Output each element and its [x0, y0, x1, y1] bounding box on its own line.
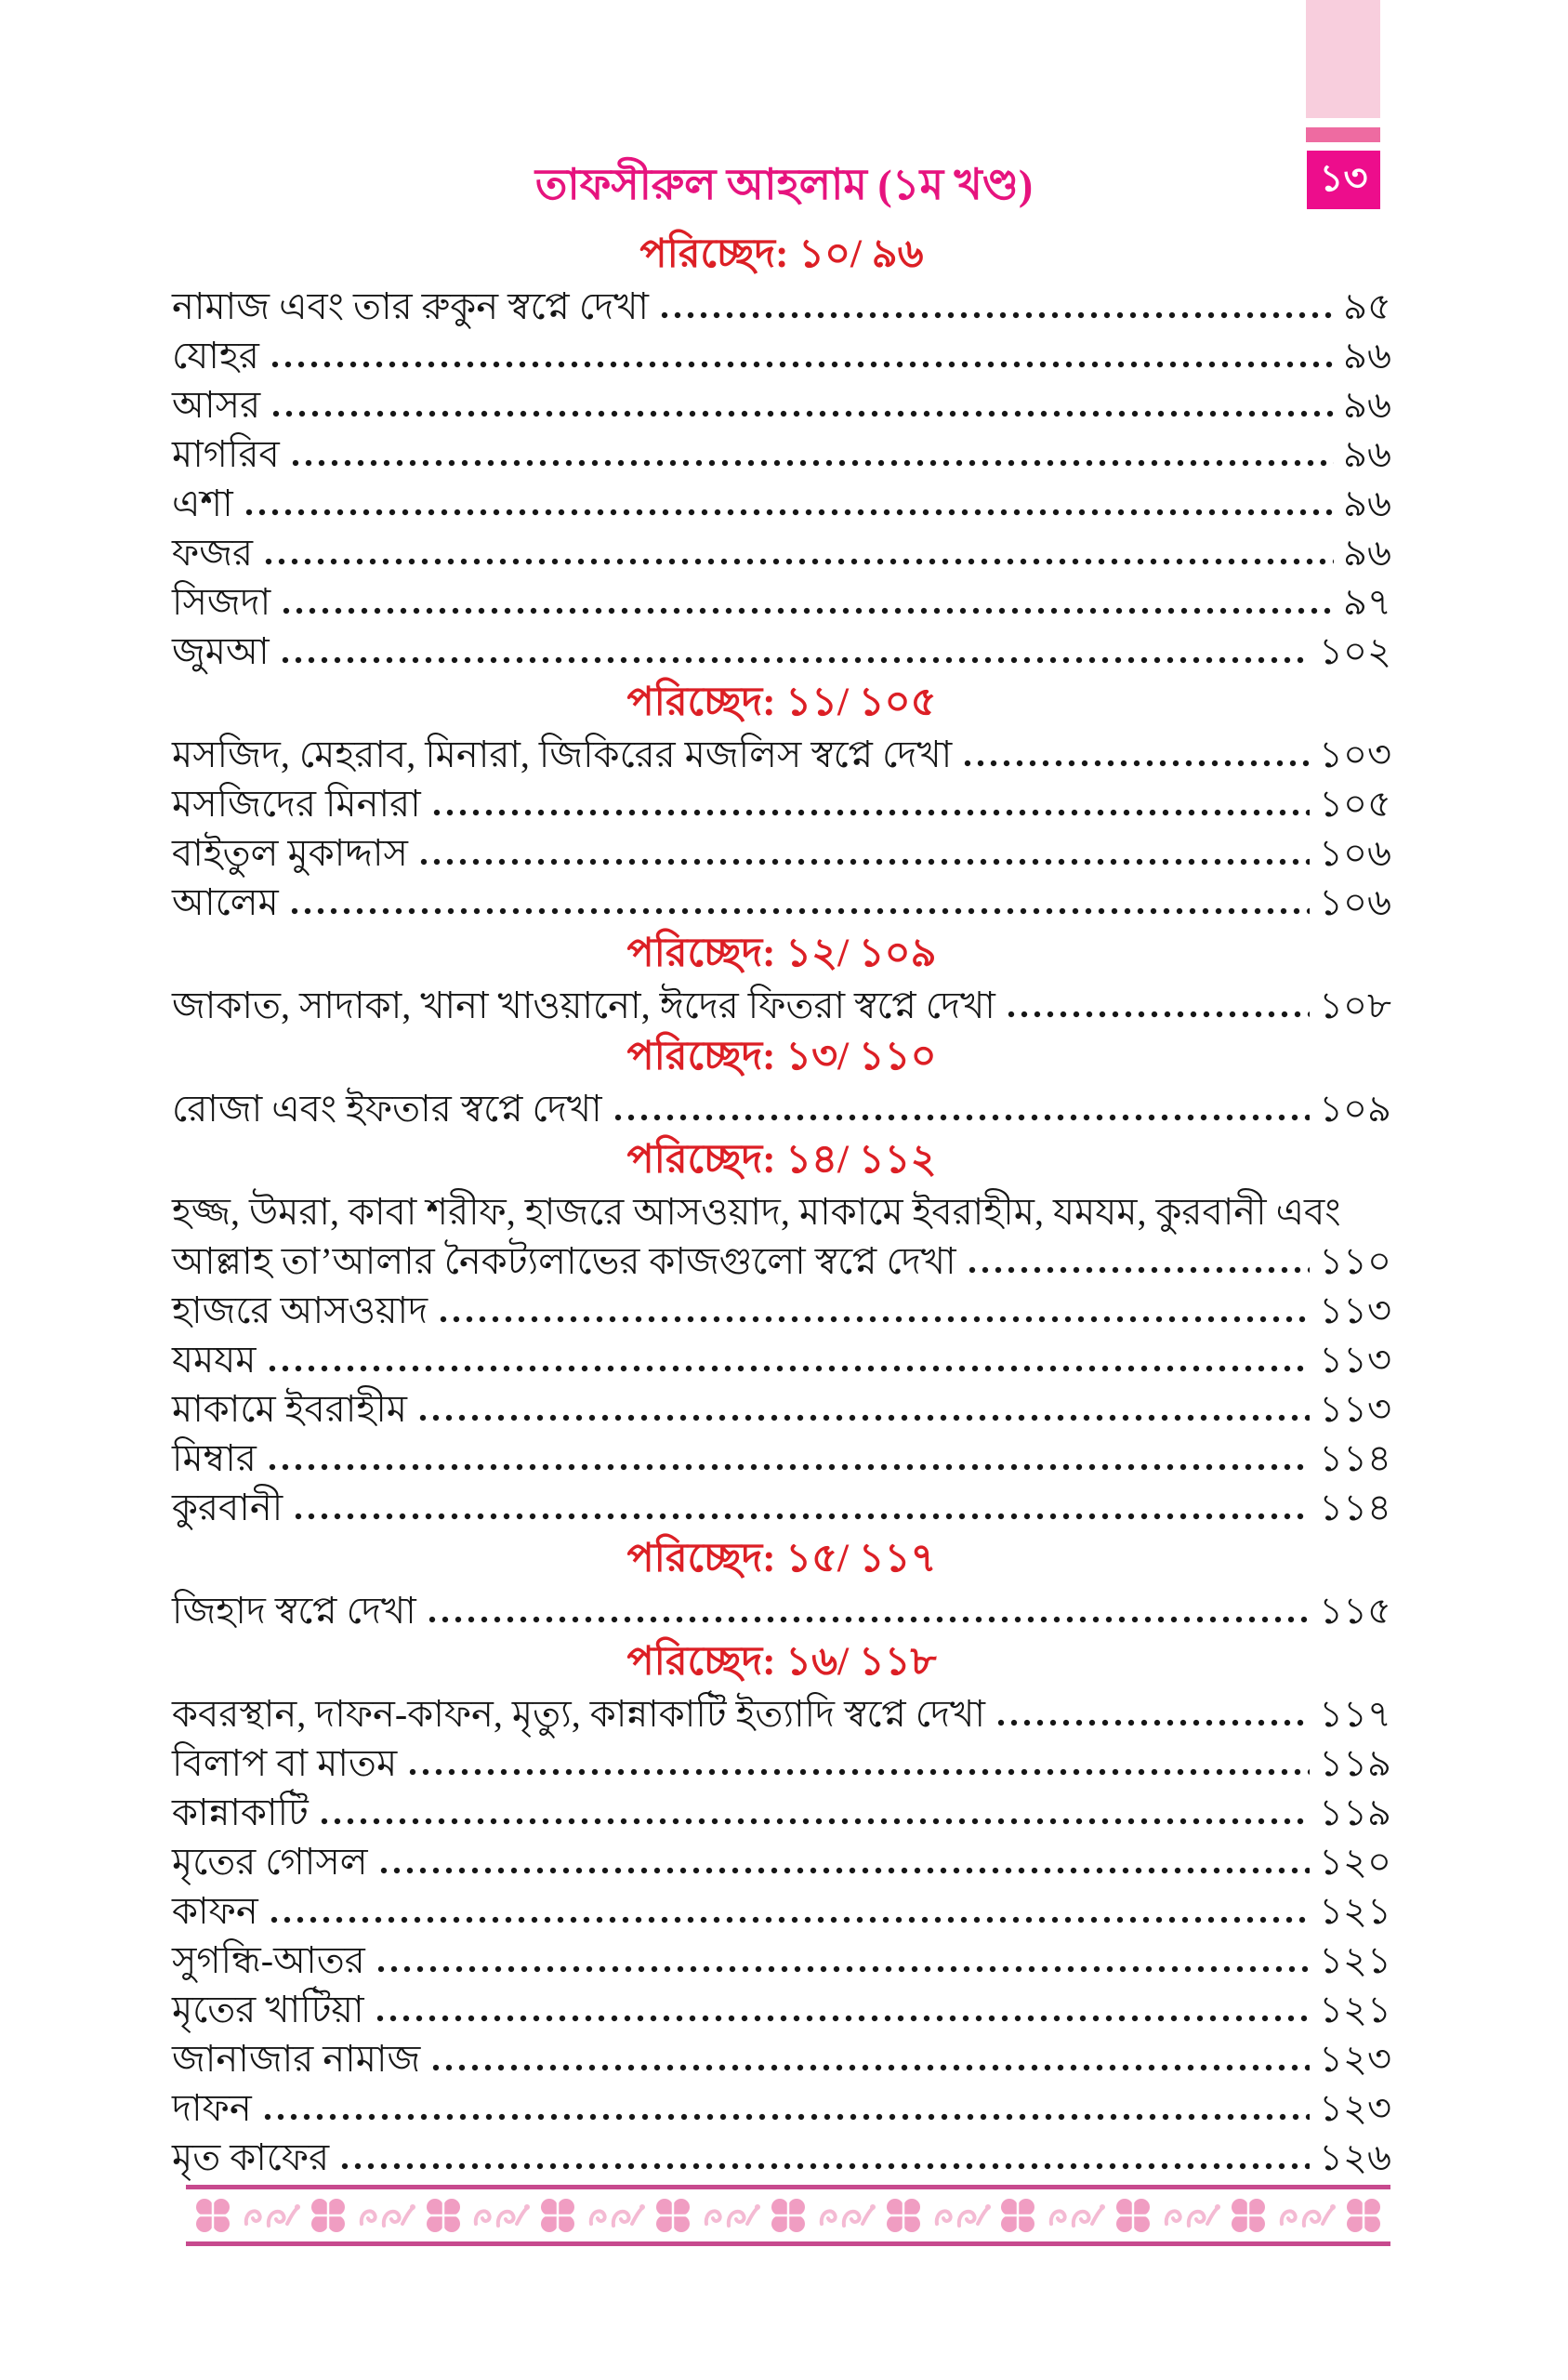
- toc-entry: [172, 380, 1391, 430]
- dotted-leader: [268, 1916, 1310, 1924]
- book-title: তাফসীরুল আহলাম (১ম খণ্ড): [534, 161, 1034, 208]
- toc-entry-title: জাকাত, সাদাকা, খানা খাওয়ানো, ঈদের ফিতরা স্বপ্নে দেখা: [172, 985, 995, 1026]
- toc-entry-title: এশা: [172, 483, 233, 524]
- toc-section-heading: পরিচ্ছেদ: ১৩/ ১১০: [626, 1035, 937, 1078]
- dotted-leader: [961, 760, 1310, 767]
- dotted-leader: [426, 1616, 1310, 1623]
- toc-entry-title: কাফন: [172, 1890, 258, 1932]
- dotted-leader: [377, 1867, 1310, 1874]
- dotted-leader: [966, 1266, 1310, 1274]
- toc-entry: [172, 430, 1391, 479]
- toc-entry-title: সুগন্ধি-আতর: [172, 1939, 365, 1981]
- toc-entry-page: ১১৩: [1319, 1289, 1391, 1331]
- dotted-leader: [375, 1965, 1310, 1973]
- dotted-leader: [261, 2113, 1310, 2121]
- toc-entry-page: ১২১: [1319, 1939, 1391, 1981]
- toc-entry-page: ১১৫: [1319, 1590, 1391, 1632]
- dotted-leader: [289, 459, 1334, 467]
- toc-entry: [172, 1483, 1391, 1532]
- dotted-leader: [270, 410, 1334, 417]
- toc-entry-page: ১১৯: [1319, 1792, 1391, 1833]
- toc-entry: [172, 730, 1391, 779]
- dotted-leader: [266, 1365, 1311, 1372]
- toc-entry-page: ১০৯: [1319, 1088, 1391, 1130]
- flower-icon: [1113, 2196, 1153, 2235]
- dotted-leader: [417, 858, 1310, 866]
- toc-entry-title: মিম্বার: [172, 1437, 257, 1479]
- toc-entry: [172, 528, 1391, 577]
- toc-entry-title: কুরবানী: [172, 1487, 283, 1528]
- toc-entry-page: ১০২: [1319, 630, 1391, 672]
- footer-ornament-band: [186, 2185, 1390, 2246]
- flower-icon: [538, 2196, 577, 2235]
- flower-icon: [309, 2196, 348, 2235]
- toc-entry-page: ৯৬: [1343, 483, 1391, 524]
- toc-entry-page: ১২৬: [1319, 2136, 1391, 2178]
- toc-entry-page: ১২০: [1319, 1841, 1391, 1883]
- swirl-icon: [241, 2200, 300, 2231]
- toc-section-heading: পরিচ্ছেদ: ১৪/ ১১২: [626, 1138, 937, 1182]
- swirl-icon: [1046, 2200, 1105, 2231]
- toc-entry: [172, 2083, 1391, 2133]
- page-number: ১৩: [1319, 157, 1368, 199]
- dotted-leader: [430, 809, 1310, 816]
- toc-entry-page: ১২১: [1319, 1989, 1391, 2030]
- dotted-leader: [995, 1719, 1310, 1726]
- toc-section-heading: পরিচ্ছেদ: ১০/ ৯৬: [639, 232, 924, 276]
- dotted-leader: [288, 907, 1310, 915]
- corner-pink-stripe: [1306, 127, 1380, 142]
- toc-entry-title: আল্লাহ তা’আলার নৈকট্যলাভের কাজগুলো স্বপ্নে দেখা: [172, 1240, 956, 1282]
- flower-icon: [884, 2196, 923, 2235]
- dotted-leader: [266, 1463, 1310, 1471]
- dotted-leader: [429, 2064, 1310, 2071]
- toc-entry-page: ১১৩: [1319, 1339, 1391, 1381]
- corner-light-pink-block: [1306, 0, 1380, 118]
- toc-entry-title: মসজিদের মিনারা: [172, 783, 421, 825]
- dotted-leader: [269, 361, 1334, 368]
- flower-icon: [998, 2196, 1037, 2235]
- toc-entry: [172, 1586, 1391, 1635]
- toc-entry: [172, 1236, 1391, 1286]
- toc-entry: [172, 779, 1391, 828]
- toc-entry: [172, 331, 1391, 380]
- toc-entry: [172, 828, 1391, 878]
- swirl-icon: [816, 2200, 876, 2231]
- toc-entry-title: দাফন: [172, 2087, 252, 2129]
- dotted-leader: [374, 2015, 1311, 2022]
- dotted-leader: [318, 1818, 1310, 1825]
- toc-entry-title: রোজা এবং ইফতার স্বপ্নে দেখা: [172, 1088, 602, 1130]
- swirl-icon: [586, 2200, 645, 2231]
- flower-icon: [1229, 2196, 1268, 2235]
- flower-icon: [653, 2196, 692, 2235]
- toc-entry-page: ১২৩: [1319, 2038, 1391, 2080]
- toc-entry-title: মৃত কাফের: [172, 2136, 330, 2178]
- toc-entry-page: ১২৩: [1319, 2087, 1391, 2129]
- toc-entry: [172, 2133, 1391, 2182]
- toc-entry: [172, 1384, 1391, 1434]
- toc-entry-title: আলেম: [172, 881, 279, 923]
- toc-entry: [172, 1286, 1391, 1335]
- toc-entry-page: ৯৬: [1343, 335, 1391, 377]
- toc-entry: [172, 878, 1391, 927]
- toc-entry-title: জিহাদ স্বপ্নে দেখা: [172, 1590, 416, 1632]
- toc-entry-title: সিজদা: [172, 581, 271, 623]
- toc-entry-page: ১১৯: [1319, 1742, 1391, 1784]
- toc-entry-title: মৃতের খাটিয়া: [172, 1989, 364, 2030]
- swirl-icon: [1276, 2200, 1336, 2231]
- toc-entry-page: ৯৭: [1343, 581, 1391, 623]
- toc-entry: [172, 1886, 1391, 1936]
- toc-entry-title: জুমআ: [172, 630, 270, 672]
- toc-entry-page: ৯৬: [1343, 384, 1391, 426]
- toc-entry: [172, 1837, 1391, 1886]
- toc-entry-page: ৯৬: [1343, 433, 1391, 475]
- toc-entry-page: ১১৩: [1319, 1388, 1391, 1430]
- toc-section-heading: পরিচ্ছেদ: ১৬/ ১১৮: [626, 1640, 937, 1684]
- toc-entry: [172, 1788, 1391, 1837]
- swirl-icon: [1161, 2200, 1220, 2231]
- toc-entry-page: ১১৪: [1319, 1487, 1391, 1528]
- toc-entry-title: ফজর: [172, 532, 254, 574]
- flower-icon: [1344, 2196, 1383, 2235]
- toc-entry-first-line: হজ্জ, উমরা, কাবা শরীফ, হাজরে আসওয়াদ, মাকামে ইবরাহীম, যমযম, কুরবানী এবং: [172, 1191, 1341, 1233]
- toc-entry-page: ১২১: [1319, 1890, 1391, 1932]
- toc-section-heading: পরিচ্ছেদ: ১৫/ ১১৭: [626, 1537, 937, 1580]
- dotted-leader: [292, 1513, 1310, 1520]
- toc-entry: [172, 1434, 1391, 1483]
- flower-icon: [424, 2196, 463, 2235]
- toc-entry-title: যোহর: [172, 335, 259, 377]
- flower-icon: [193, 2196, 232, 2235]
- toc-entry-page: ১০৬: [1319, 881, 1391, 923]
- toc-section-heading: পরিচ্ছেদ: ১১/ ১০৫: [626, 681, 937, 724]
- dotted-leader: [612, 1114, 1310, 1121]
- dotted-leader: [406, 1768, 1310, 1776]
- toc-entry-page: ১১৭: [1319, 1693, 1391, 1735]
- flower-icon: [769, 2196, 808, 2235]
- dotted-leader: [243, 509, 1334, 516]
- dotted-leader: [262, 558, 1334, 565]
- toc-entry-title: মৃতের গোসল: [172, 1841, 368, 1883]
- toc-entry: [172, 1985, 1391, 2034]
- toc-entry-page: ১০৫: [1319, 783, 1391, 825]
- swirl-icon: [470, 2200, 530, 2231]
- dotted-leader: [1005, 1011, 1310, 1018]
- toc-entry-title: বিলাপ বা মাতম: [172, 1742, 398, 1784]
- toc-entry-title: আসর: [172, 384, 261, 426]
- dotted-leader: [437, 1316, 1310, 1323]
- toc-entry-title: নামাজ এবং তার রুকুন স্বপ্নে দেখা: [172, 285, 649, 327]
- dotted-leader: [416, 1414, 1310, 1421]
- toc-entry: [172, 479, 1391, 528]
- toc-entry: [172, 282, 1391, 331]
- toc-entry-page: ১১৪: [1319, 1437, 1391, 1479]
- toc: [172, 228, 1391, 2182]
- toc-entry-page: ১০৮: [1319, 985, 1391, 1026]
- toc-entry-title: কান্নাকাটি: [172, 1792, 309, 1833]
- swirl-icon: [931, 2200, 991, 2231]
- swirl-icon: [356, 2200, 415, 2231]
- toc-entry-title: বাইতুল মুকাদ্দাস: [172, 832, 408, 874]
- toc-entry-title: হাজরে আসওয়াদ: [172, 1289, 428, 1331]
- toc-entry-page: ৯৫: [1343, 285, 1391, 327]
- dotted-leader: [338, 2162, 1310, 2170]
- toc-entry: [172, 981, 1391, 1030]
- toc-entry-title: জানাজার নামাজ: [172, 2038, 421, 2080]
- dotted-leader: [658, 311, 1334, 319]
- toc-entry: [172, 2034, 1391, 2083]
- toc-entry-title: মাকামে ইবরাহীম: [172, 1388, 408, 1430]
- toc-entry-title: মাগরিব: [172, 433, 280, 475]
- dotted-leader: [279, 656, 1310, 664]
- toc-entry-page: ১০৩: [1319, 734, 1391, 775]
- toc-entry-page: ১০৬: [1319, 832, 1391, 874]
- dotted-leader: [280, 607, 1334, 615]
- toc-entry: [172, 1739, 1391, 1788]
- toc-entry-title: মসজিদ, মেহরাব, মিনারা, জিকিরের মজলিস স্বপ্নে দেখা: [172, 734, 953, 775]
- toc-entry: [172, 1335, 1391, 1384]
- toc-entry: [172, 1936, 1391, 1985]
- toc-section-heading: পরিচ্ছেদ: ১২/ ১০৯: [626, 932, 937, 975]
- toc-entry: [172, 1689, 1391, 1739]
- toc-entry-page: ৯৬: [1343, 532, 1391, 574]
- toc-entry: [172, 627, 1391, 676]
- toc-entry-page: ১১০: [1319, 1240, 1391, 1282]
- toc-entry-title: কবরস্থান, দাফন-কাফন, মৃত্যু, কান্নাকাটি ইত্যাদি স্বপ্নে দেখা: [172, 1693, 985, 1735]
- toc-entry: [172, 577, 1391, 627]
- toc-entry: [172, 1084, 1391, 1133]
- toc-entry-title: যমযম: [172, 1339, 257, 1381]
- swirl-icon: [701, 2200, 760, 2231]
